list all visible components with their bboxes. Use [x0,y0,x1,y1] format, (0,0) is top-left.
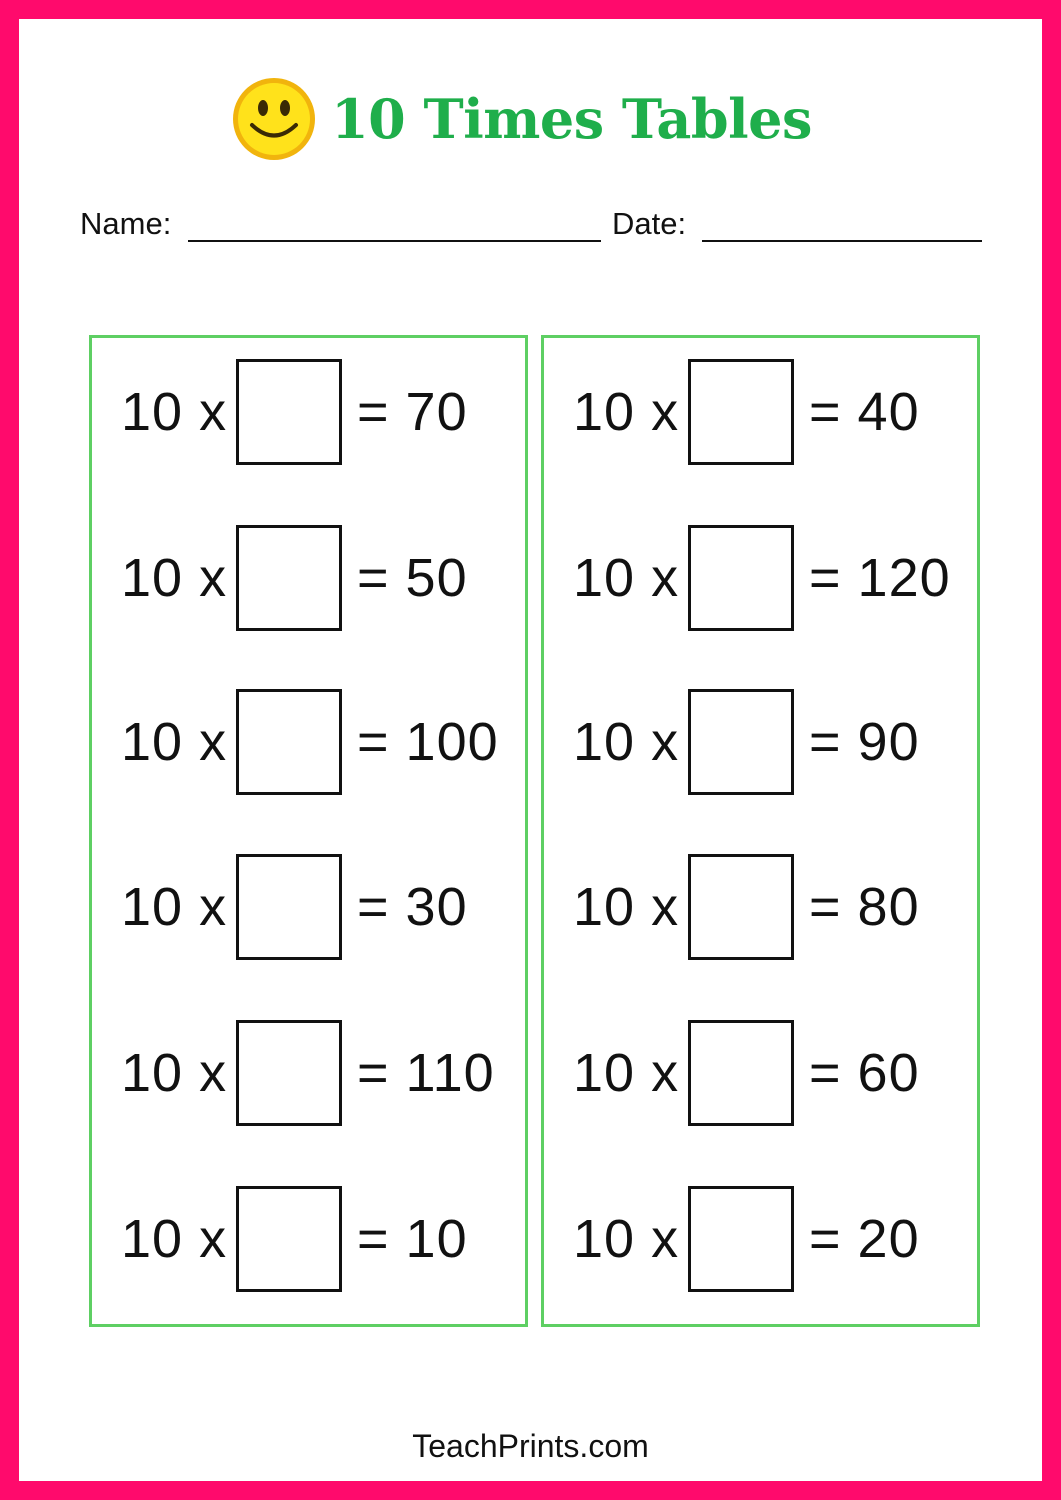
smiley-face-icon [231,76,317,162]
problem-item [544,525,983,631]
answer-box[interactable] [236,1020,342,1126]
right-problem-column [541,335,980,1327]
problem-product: = 80 [809,877,920,937]
problem-item [544,359,983,465]
problem-item [92,525,531,631]
problem-item [92,1186,531,1292]
problem-factor: 10 x [573,1209,680,1269]
answer-box[interactable] [236,359,342,465]
problem-item [544,1186,983,1292]
problem-factor: 10 x [573,548,680,608]
problem-product: = 60 [809,1043,920,1103]
problem-factor: 10 x [121,877,228,937]
answer-box[interactable] [688,525,794,631]
site-footer: TeachPrints.com [412,1428,649,1464]
answer-box[interactable] [236,1186,342,1292]
problem-item [544,1020,983,1126]
problem-factor: 10 x [121,382,228,442]
problem-factor: 10 x [121,1043,228,1103]
answer-box[interactable] [688,1020,794,1126]
problem-product: = 40 [809,382,920,442]
problem-factor: 10 x [121,548,228,608]
problem-product: = 100 [357,712,499,772]
answer-box[interactable] [688,854,794,960]
answer-box[interactable] [236,854,342,960]
problem-factor: 10 x [573,1043,680,1103]
date-line[interactable] [702,240,982,242]
problem-product: = 10 [357,1209,468,1269]
name-label: Name: [80,206,172,241]
answer-box[interactable] [688,689,794,795]
problem-product: = 20 [809,1209,920,1269]
left-problem-column [89,335,528,1327]
problem-factor: 10 x [573,712,680,772]
problem-item [92,689,531,795]
problem-factor: 10 x [121,712,228,772]
title-row [0,74,1061,164]
problem-product: = 110 [357,1043,495,1103]
problem-item [544,854,983,960]
problem-item [92,854,531,960]
problem-item [92,359,531,465]
answer-box[interactable] [688,1186,794,1292]
problem-product: = 50 [357,548,468,608]
problem-product: = 30 [357,877,468,937]
problem-product: = 120 [809,548,951,608]
problem-factor: 10 x [121,1209,228,1269]
problem-factor: 10 x [573,382,680,442]
page-title: 10 Times Tables [331,87,812,151]
problem-item [92,1020,531,1126]
answer-box[interactable] [236,525,342,631]
problem-item [544,689,983,795]
date-label: Date: [612,206,687,241]
answer-box[interactable] [688,359,794,465]
problem-product: = 90 [809,712,920,772]
problem-product: = 70 [357,382,468,442]
answer-box[interactable] [236,689,342,795]
name-line[interactable] [188,240,601,242]
problem-factor: 10 x [573,877,680,937]
